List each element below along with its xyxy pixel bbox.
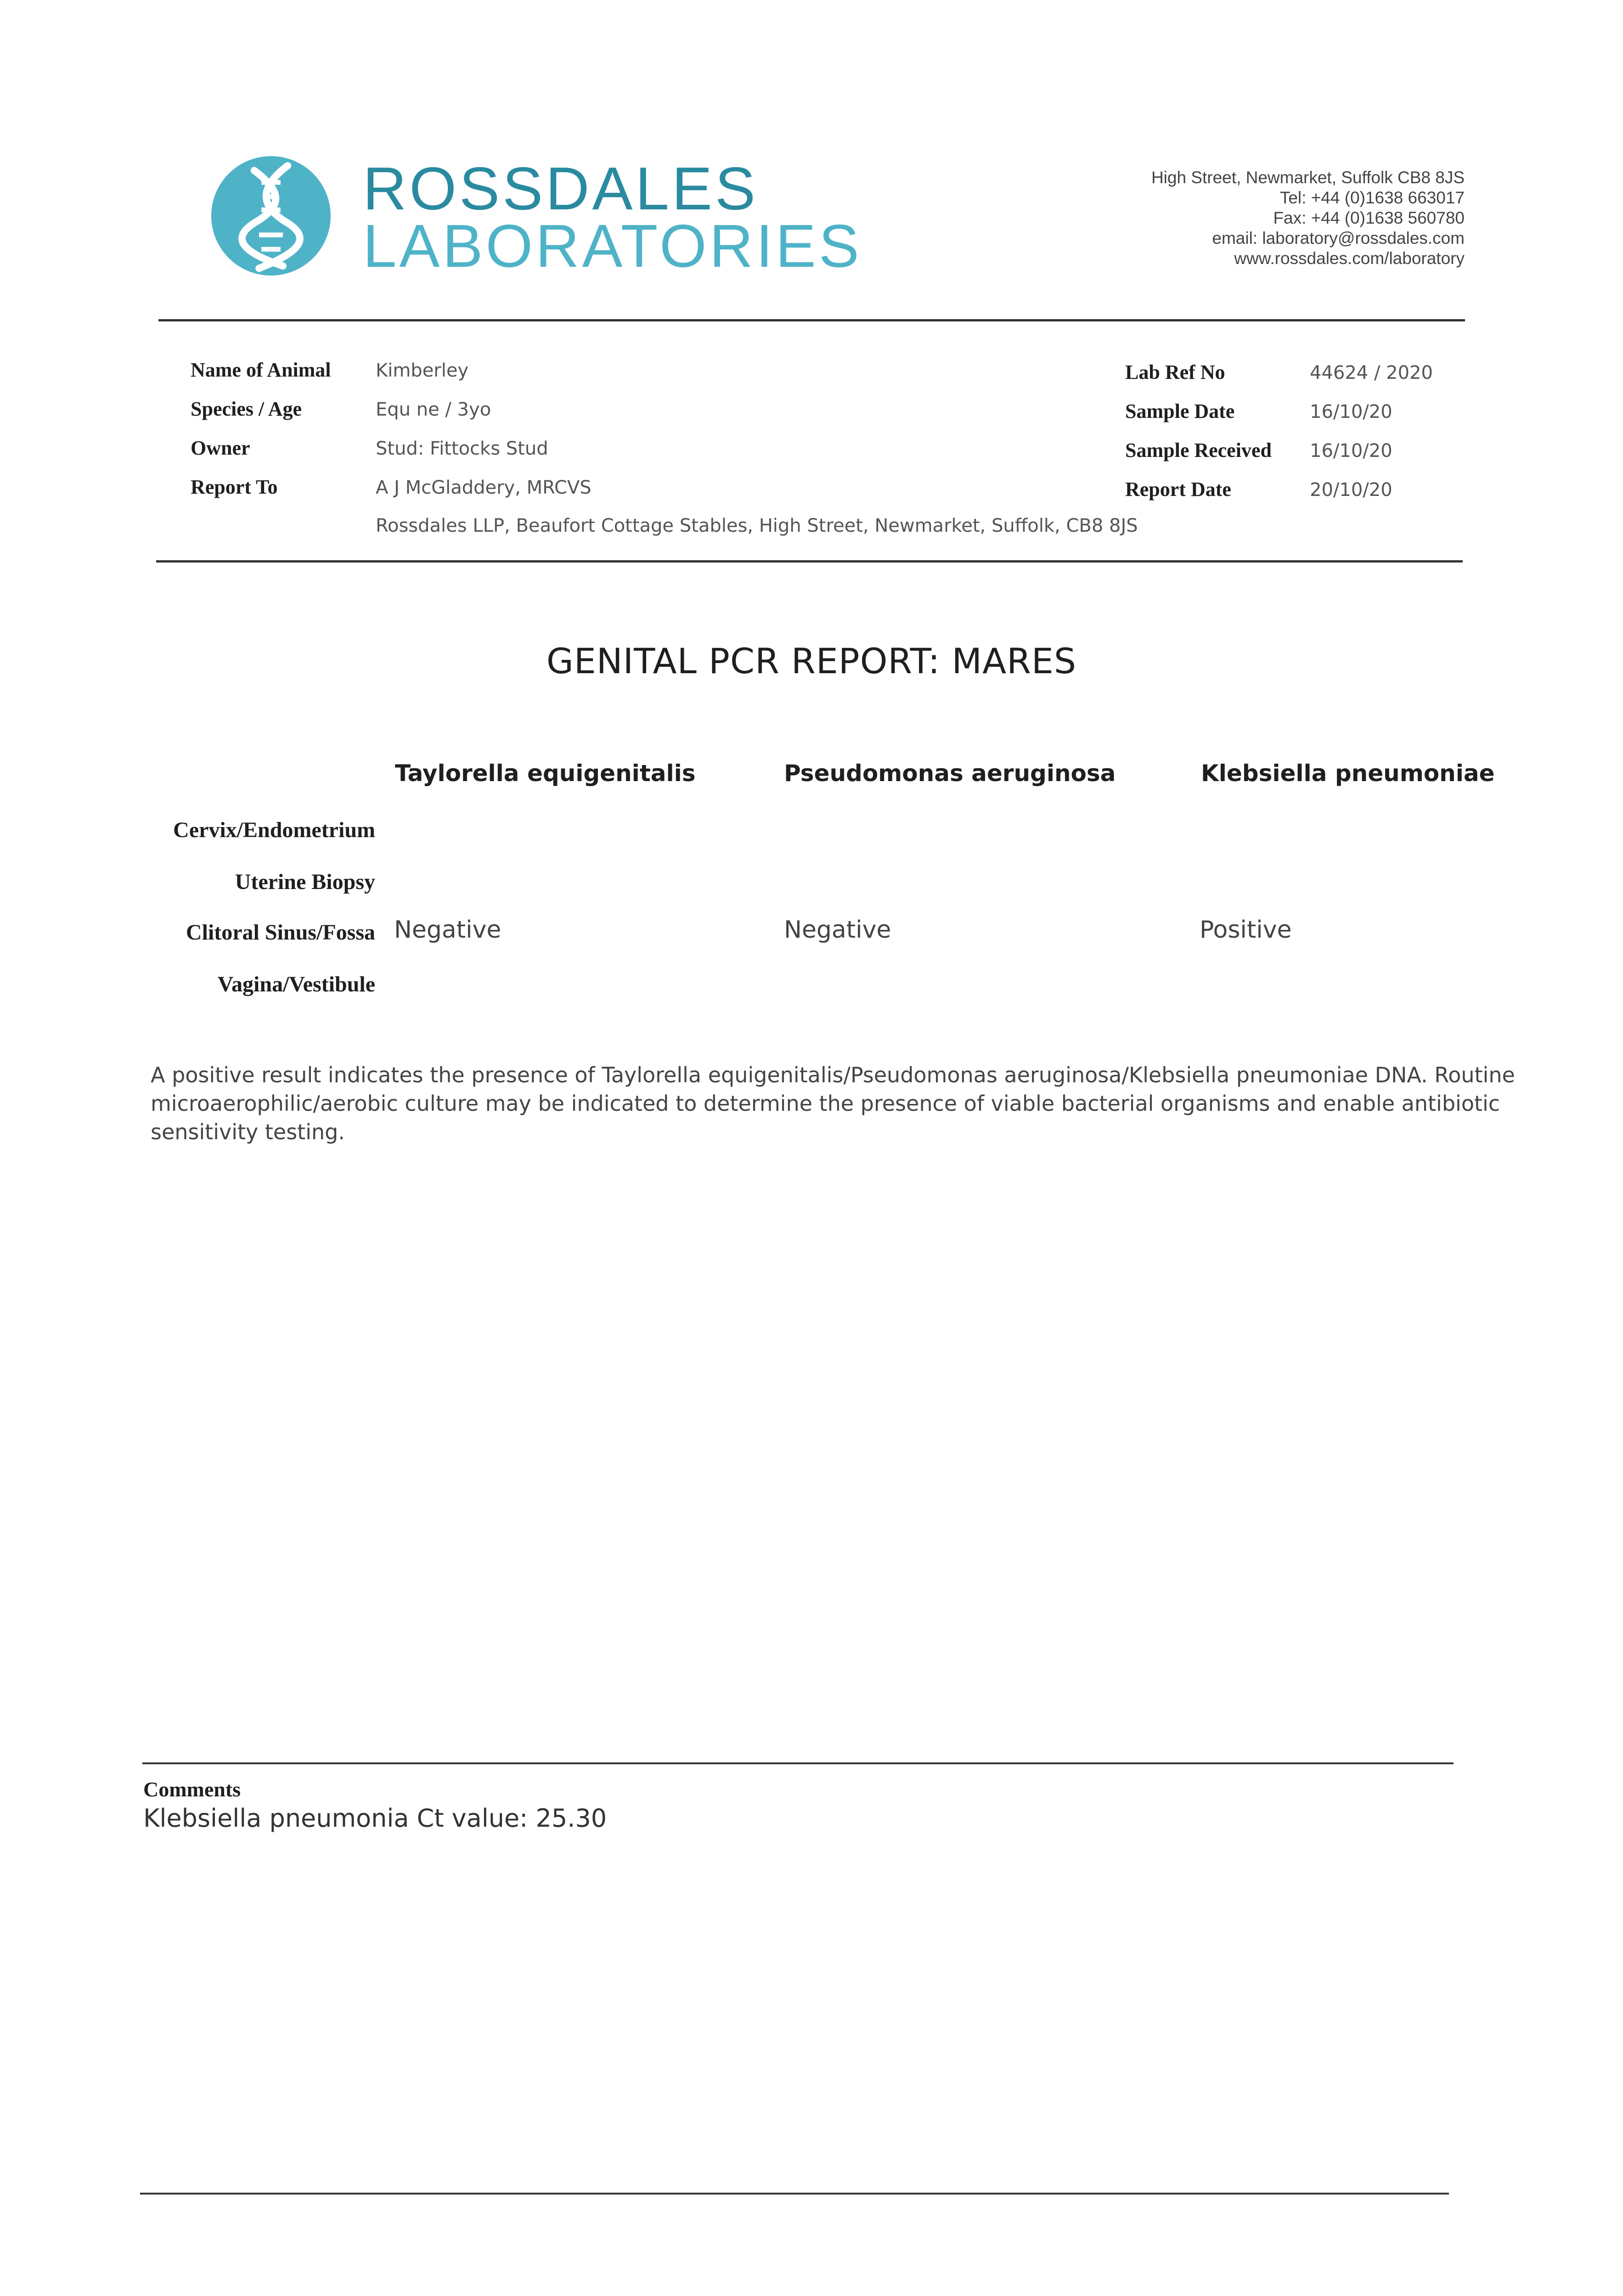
- lab-ref-value: 44624 / 2020: [1310, 362, 1433, 383]
- result-cell: Positive: [1200, 916, 1292, 944]
- column-header: Klebsiella pneumoniae: [1201, 760, 1495, 787]
- note-line: sensitivity testing.: [151, 1120, 345, 1144]
- address-line: www.rossdales.com/laboratory: [1234, 249, 1465, 268]
- column-header: Pseudomonas aeruginosa: [784, 760, 1116, 787]
- species-label: Species / Age: [191, 398, 302, 420]
- row-label: Cervix/Endometrium: [173, 818, 375, 842]
- address-line: email: laboratory@rossdales.com: [1212, 229, 1465, 248]
- column-header: Taylorella equigenitalis: [395, 760, 696, 787]
- report-to-value: A J McGladdery, MRCVS: [376, 477, 592, 498]
- footer-divider: [140, 2193, 1449, 2195]
- result-cell: Negative: [784, 916, 891, 944]
- brand-name-line2: LABORATORIES: [363, 212, 862, 280]
- row-label: Clitoral Sinus/Fossa: [186, 920, 375, 945]
- sample-date-label: Sample Date: [1125, 400, 1235, 422]
- lab-address: [1151, 168, 1465, 269]
- name-value: Kimberley: [376, 360, 469, 381]
- owner-label: Owner: [191, 437, 250, 459]
- report-to-label: Report To: [191, 476, 278, 498]
- header-divider: [158, 319, 1465, 321]
- comments-text: Klebsiella pneumonia Ct value: 25.30: [143, 1804, 607, 1833]
- note-line: microaerophilic/aerobic culture may be indicated to determine the presence of viable bacterial organisms and enable antibiotic: [151, 1091, 1500, 1116]
- owner-value: Stud: Fittocks Stud: [376, 438, 548, 459]
- result-interpretation-note: [151, 1061, 1515, 1146]
- report-to-address: Rossdales LLP, Beaufort Cottage Stables, High Street, Newmarket, Suffolk, CB8 8JS: [376, 515, 1138, 536]
- sample-received-value: 16/10/20: [1310, 440, 1392, 461]
- address-line: Fax: +44 (0)1638 560780: [1273, 208, 1465, 227]
- sample-date-value: 16/10/20: [1310, 401, 1392, 422]
- sample-received-label: Sample Received: [1125, 439, 1272, 461]
- species-value: Equ ne / 3yo: [376, 399, 491, 420]
- row-label: Uterine Biopsy: [235, 870, 375, 894]
- name-label: Name of Animal: [191, 359, 331, 381]
- dna-helix-icon: [211, 156, 331, 276]
- report-date-value: 20/10/20: [1310, 479, 1392, 501]
- note-line: A positive result indicates the presence of Taylorella equigenitalis/Pseudomonas aeruginosa/Klebsiella pneumoniae DNA. Routine: [151, 1063, 1515, 1087]
- report-title: GENITAL PCR REPORT: MARES: [546, 641, 1077, 681]
- report-date-label: Report Date: [1125, 478, 1231, 501]
- result-cell: Negative: [394, 916, 502, 944]
- address-line: High Street, Newmarket, Suffolk CB8 8JS: [1151, 168, 1465, 187]
- address-line: Tel: +44 (0)1638 663017: [1279, 188, 1465, 207]
- comments-divider: [142, 1762, 1454, 1764]
- brand-name-line1: ROSSDALES: [363, 155, 758, 222]
- row-label: Vagina/Vestibule: [217, 972, 375, 996]
- comments-label: Comments: [143, 1778, 241, 1801]
- lab-ref-label: Lab Ref No: [1125, 361, 1225, 383]
- patient-divider: [156, 560, 1463, 563]
